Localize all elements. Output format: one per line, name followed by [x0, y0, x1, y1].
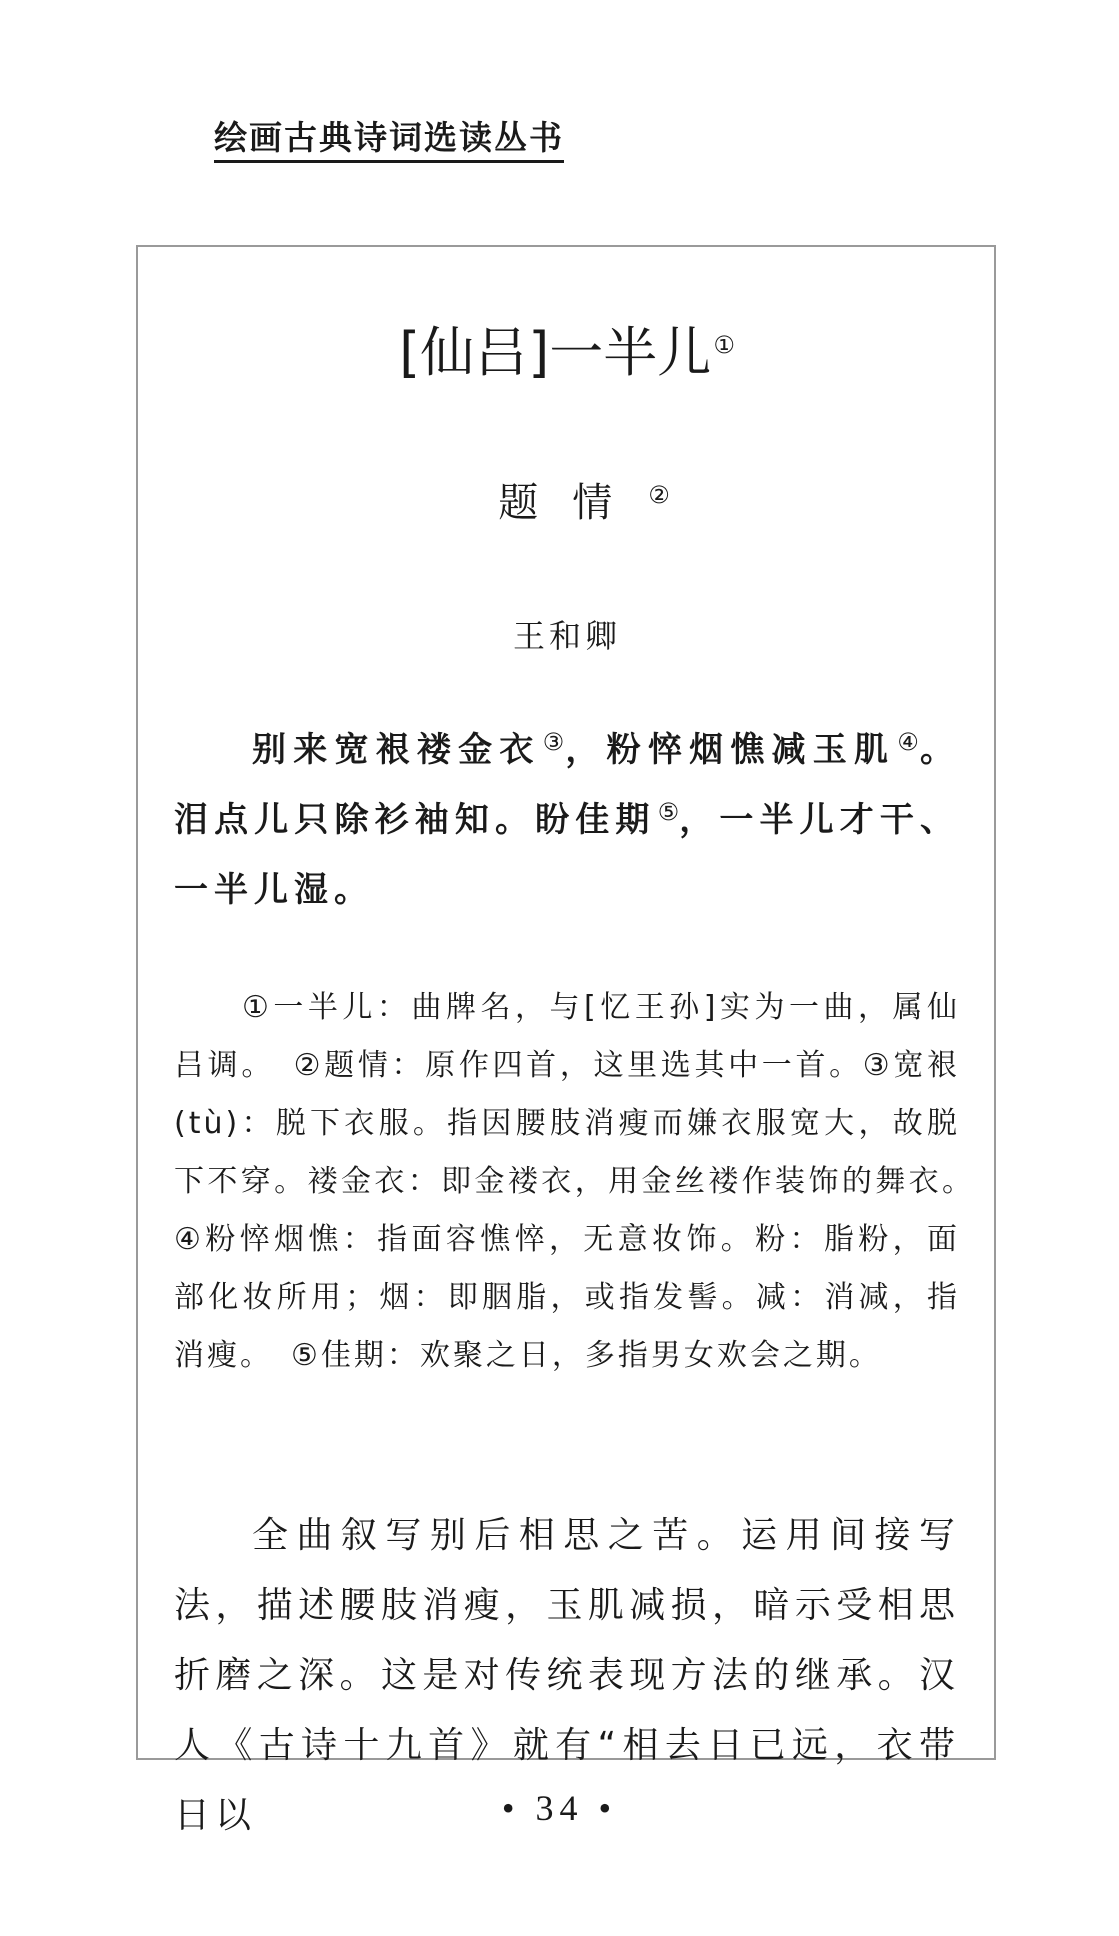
footnote-marker-4: ④ [897, 728, 921, 756]
poem-title [174, 315, 960, 391]
footnote-marker-2: ② [648, 481, 670, 509]
footnote-marker-3: ③ [542, 728, 566, 756]
poem-body [174, 715, 960, 925]
poem-line: 。泪点儿只除衫袖知。盼佳期 [174, 730, 961, 840]
footnotes: ①一半儿：曲牌名，与[忆王孙]实为一曲，属仙吕调。 ②题情：原作四首，这里选其中一首。③宽裉(tù)：脱下衣服。指因腰肢消瘦而嫌衣服宽大，故脱下不穿。褛金衣：即金褛衣，用金丝褛作装饰的舞衣。 ④粉悴烟憔：指面容憔悴，无意妆饰。粉：脂粉，面部化妆所用；烟：即胭脂，或指发髻。减：消减，指消瘦。 ⑤佳期：欢聚之日，多指男女欢会之期。 [174, 990, 993, 1373]
page-number: • 34 • [501, 1788, 618, 1828]
poem-line: ，粉悴烟憔减玉肌 [565, 730, 896, 770]
footnote-marker-1: ① [713, 331, 735, 359]
commentary-paragraph: 全曲叙写别后相思之苦。运用间接写法，描述腰肢消瘦，玉肌减损，暗示受相思折磨之深。这是对传统表现方法的继承。汉人《古诗十九首》就有“相去日已远，衣带日以 [174, 1515, 960, 1836]
poem-subtitle [174, 475, 960, 531]
series-title: 绘画古典诗词选读丛书 [214, 118, 564, 163]
poem-line: 别来宽裉褛金衣 [252, 730, 541, 770]
poem-line: ，一半儿才干、一半儿湿。 [174, 800, 961, 910]
poem-author: 王和卿 [512, 617, 621, 655]
footnote-marker-5: ⑤ [657, 798, 680, 826]
poem-title-text: [仙吕]一半儿 [399, 321, 712, 384]
poem-subtitle-text: 题情 [498, 480, 647, 526]
